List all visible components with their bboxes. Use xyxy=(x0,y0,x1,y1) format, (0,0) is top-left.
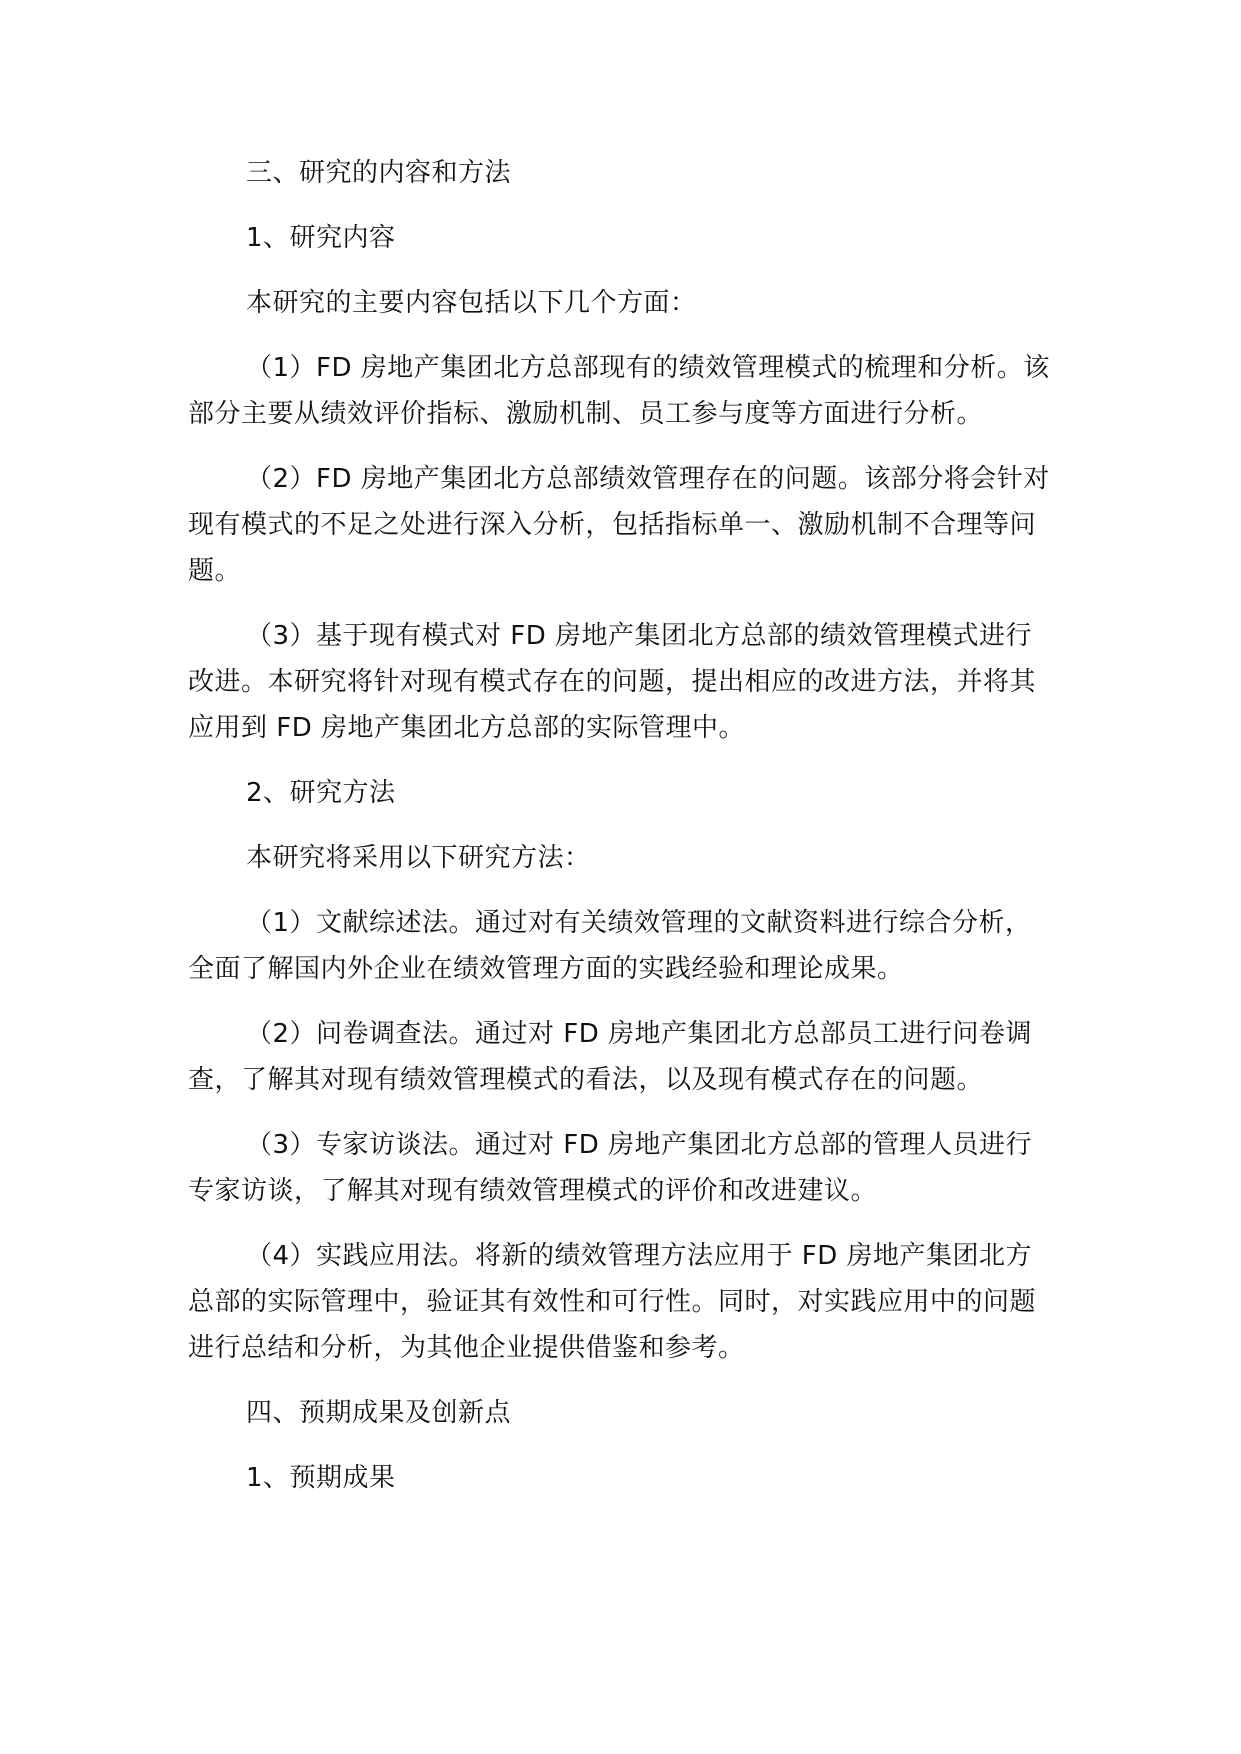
paragraph-content-item-2: （2）FD 房地产集团北方总部绩效管理存在的问题。该部分将会针对现有模式的不足之处进行深入分析，包括指标单一、激励机制不合理等问题。 xyxy=(188,464,1050,586)
section-heading-expected-results: 四、预期成果及创新点 xyxy=(246,1398,512,1428)
paragraph-method-item-2: （2）问卷调查法。通过对 FD 房地产集团北方总部员工进行问卷调查，了解其对现有绩效管理模式的看法，以及现有模式存在的问题。 xyxy=(188,1019,1033,1095)
paragraph-method-intro: 本研究将采用以下研究方法： xyxy=(246,843,591,873)
section-heading-research-content-method: 三、研究的内容和方法 xyxy=(246,158,512,188)
paragraph-method-item-4: （4）实践应用法。将新的绩效管理方法应用于 FD 房地产集团北方总部的实际管理中，验证其有效性和可行性。同时，对实践应用中的问题进行总结和分析，为其他企业提供借鉴和参考。 xyxy=(188,1241,1037,1363)
paragraph-content-item-1: （1）FD 房地产集团北方总部现有的绩效管理模式的梳理和分析。该部分主要从绩效评价指标、激励机制、员工参与度等方面进行分析。 xyxy=(188,353,1050,429)
subheading-expected-results: 1、预期成果 xyxy=(246,1463,396,1493)
paragraph-method-item-3: （3）专家访谈法。通过对 FD 房地产集团北方总部的管理人员进行专家访谈，了解其对现有绩效管理模式的评价和改进建议。 xyxy=(188,1130,1033,1206)
subheading-research-method: 2、研究方法 xyxy=(246,778,396,808)
paragraph-content-item-3: （3）基于现有模式对 FD 房地产集团北方总部的绩效管理模式进行改进。本研究将针对现有模式存在的问题，提出相应的改进方法，并将其应用到 FD 房地产集团北方总部的实际管理中。 xyxy=(188,621,1037,743)
paragraph-content-intro: 本研究的主要内容包括以下几个方面： xyxy=(246,288,697,318)
paragraph-method-item-1: （1）文献综述法。通过对有关绩效管理的文献资料进行综合分析，全面了解国内外企业在绩效管理方面的实践经验和理论成果。 xyxy=(188,908,1032,984)
document-body xyxy=(188,150,1050,1520)
subheading-research-content: 1、研究内容 xyxy=(246,223,396,253)
